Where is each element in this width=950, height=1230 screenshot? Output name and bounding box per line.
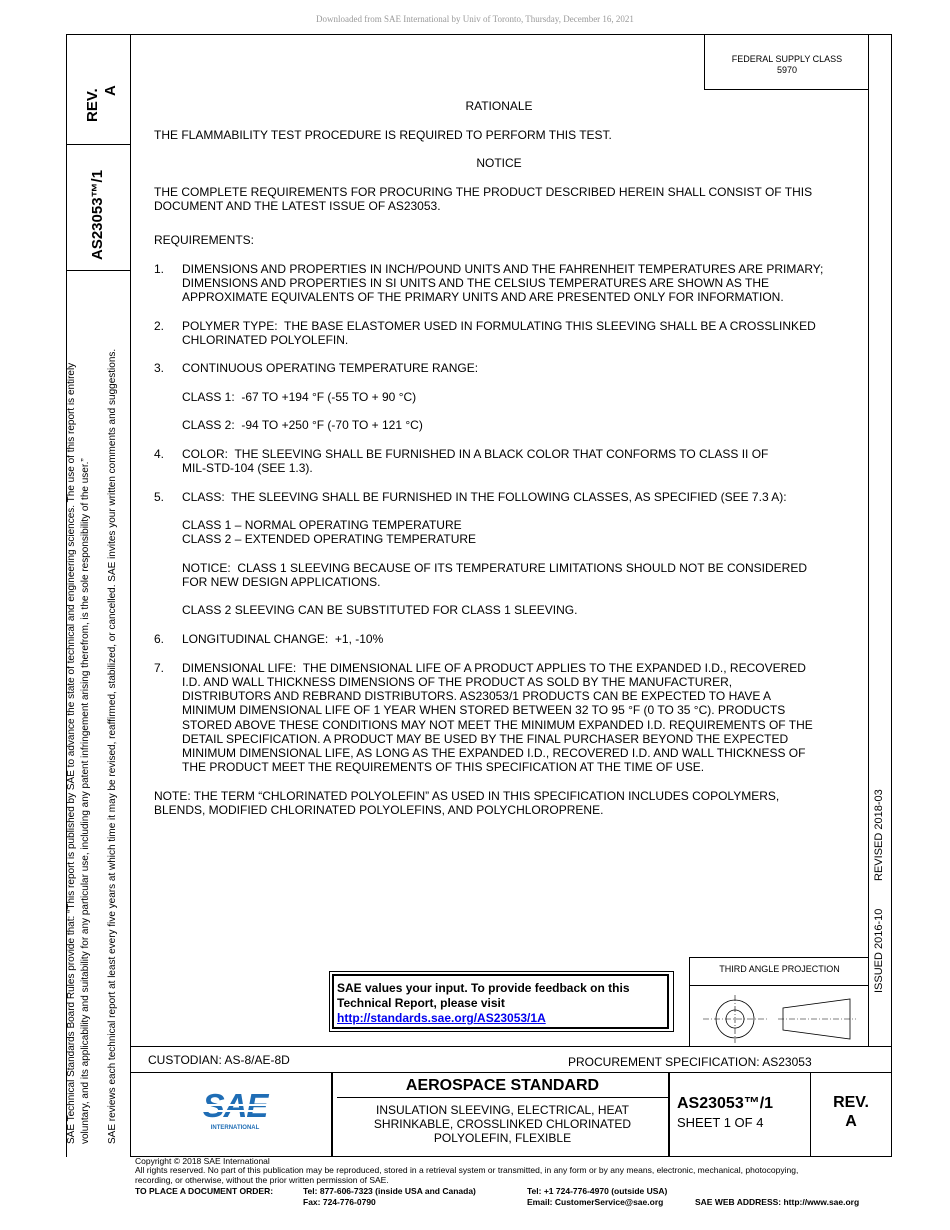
logo-stripe-1 — [200, 1104, 270, 1106]
item6-line: LONGITUDINAL CHANGE: +1, -10% — [182, 632, 384, 646]
title-rev-value: A — [845, 1113, 857, 1130]
federal-supply-value: 5970 — [776, 65, 798, 75]
margin-divider — [130, 34, 131, 1157]
item3-line: CONTINUOUS OPERATING TEMPERATURE RANGE: — [182, 361, 479, 375]
description-divider — [668, 1072, 670, 1156]
item7-line3: DISTRIBUTORS AND REBRAND DISTRIBUTORS. AS23053/1 PRODUCTS CAN BE EXPECTED TO HAVE A — [182, 689, 772, 703]
description-line3: POLYOLEFIN, FLEXIBLE — [433, 1131, 572, 1145]
item2-number: 2. — [154, 319, 165, 333]
feedback-box-inner — [332, 974, 669, 1029]
title-doc-number: AS23053™/1 — [677, 1095, 774, 1112]
item5-notice2: FOR NEW DESIGN APPLICATIONS. — [182, 575, 381, 589]
item7-number: 7. — [154, 661, 165, 675]
feedback-line1: SAE values your input. To provide feedback on this — [337, 981, 630, 995]
rev-box-divider — [66, 144, 131, 145]
item1-line2: DIMENSIONS AND PROPERTIES IN SI UNITS AND THE CELSIUS TEMPERATURES ARE SHOWN AS THE — [182, 276, 770, 290]
procurement-spec: PROCUREMENT SPECIFICATION: AS23053 — [568, 1055, 812, 1069]
right-strip-divider — [868, 34, 869, 1046]
description-line2: SHRINKABLE, CROSSLINKED CHLORINATED — [373, 1117, 632, 1131]
item5-line: CLASS: THE SLEEVING SHALL BE FURNISHED IN THE FOLLOWING CLASSES, AS SPECIFIED (SEE 7.3 A): — [182, 490, 787, 504]
tel-intl: Tel: +1 724-776-4970 (outside USA) — [527, 1186, 668, 1196]
side-rules-line3: SAE reviews each technical report at least every five years at which time it may be revised, reaffirmed, stabilized, or cancelled. SAE invites your written comments and suggestions. — [107, 348, 118, 1144]
tel-us: Tel: 877-606-7323 (inside USA and Canada) — [303, 1186, 476, 1196]
requirements-heading: REQUIREMENTS: — [154, 233, 255, 247]
note-line2: BLENDS, MODIFIED CHLORINATED POLYOLEFINS, AND POLYCHLOROPRENE. — [154, 803, 604, 817]
item2-line1: POLYMER TYPE: THE BASE ELASTOMER USED IN FORMULATING THIS SLEEVING SHALL BE A CROSSLINKED — [182, 319, 816, 333]
rights-line2: recording, or otherwise, without the prior written permission of SAE. — [135, 1175, 389, 1185]
item3-class1: CLASS 1: -67 TO +194 °F (-55 TO + 90 °C) — [182, 390, 417, 404]
rights-line1: All rights reserved. No part of this publication may be reproduced, stored in a retrieval system or transmitted, in any form or by any means, electronic, mechanical, photocopying, — [135, 1165, 799, 1175]
feedback-box-outer — [329, 971, 674, 1032]
item7-line1: DIMENSIONAL LIFE: THE DIMENSIONAL LIFE OF A PRODUCT APPLIES TO THE EXPANDED I.D., RECOVERED — [182, 661, 806, 675]
side-rev-value: A — [102, 85, 119, 96]
custodian: CUSTODIAN: AS-8/AE-8D — [148, 1053, 290, 1067]
notice-line1: THE COMPLETE REQUIREMENTS FOR PROCURING THE PRODUCT DESCRIBED HEREIN SHALL CONSIST OF THIS — [154, 185, 813, 199]
item5-class1: CLASS 1 – NORMAL OPERATING TEMPERATURE — [182, 518, 462, 532]
standard-title-underline — [337, 1097, 668, 1098]
third-angle-projection-icon — [696, 992, 866, 1044]
item7-line6: DETAIL SPECIFICATION. A PRODUCT MAY BE USED BY THE FINAL PURCHASER BEYOND THE EXPECTED — [182, 732, 789, 746]
logo-divider — [331, 1072, 333, 1156]
title-block-top — [130, 1046, 892, 1047]
logo-stripe-2 — [200, 1110, 270, 1112]
item7-line4: MINIMUM DIMENSIONAL LIFE OF 1 YEAR WHEN STORED BETWEEN 32 TO 95 °F (0 TO 35 °C). PRODUCTS — [182, 703, 786, 717]
item4-line2: MIL-STD-104 (SEE 1.3). — [182, 461, 313, 475]
item3-number: 3. — [154, 361, 165, 375]
frame-right — [891, 34, 892, 1157]
item2-line2: CHLORINATED POLYOLEFIN. — [182, 333, 349, 347]
notice-line2: DOCUMENT AND THE LATEST ISSUE OF AS23053. — [154, 199, 441, 213]
item7-line7: MINIMUM DIMENSIONAL LIFE, AS LONG AS THE EXPANDED I.D., RECOVERED I.D. AND WALL THICKNESS OF — [182, 746, 806, 760]
item1-line3: APPROXIMATE EQUIVALENTS OF THE PRIMARY UNITS AND ARE PRESENTED ONLY FOR INFORMATION. — [182, 290, 784, 304]
description-line1: INSULATION SLEEVING, ELECTRICAL, HEAT — [376, 1103, 629, 1117]
item6-number: 6. — [154, 632, 165, 646]
item5-number: 5. — [154, 490, 165, 504]
sae-logo-text — [200, 1088, 270, 1124]
side-rules-line1: SAE Technical Standards Board Rules provide that: “This report is published by SAE to advance the state of technical and engineering sciences. The use of this report is entirely — [66, 362, 77, 1144]
web-address[interactable]: SAE WEB ADDRESS: http://www.sae.org — [695, 1197, 860, 1207]
title-block-row-divider — [130, 1072, 892, 1073]
side-doc-number: AS23053™/1 — [89, 169, 106, 260]
title-rev-label: REV. — [833, 1094, 869, 1111]
federal-supply-label: FEDERAL SUPPLY CLASS — [731, 54, 843, 64]
order-label: TO PLACE A DOCUMENT ORDER: — [135, 1186, 274, 1196]
item5-substitution: CLASS 2 SLEEVING CAN BE SUBSTITUTED FOR CLASS 1 SLEEVING. — [182, 603, 578, 617]
item1-line1: DIMENSIONS AND PROPERTIES IN INCH/POUND UNITS AND THE FAHRENHEIT TEMPERATURES ARE PRIMARY; — [182, 262, 824, 276]
note-line1: NOTE: THE TERM “CHLORINATED POLYOLEFIN” AS USED IN THIS SPECIFICATION INCLUDES COPOLYMERS, — [154, 789, 780, 803]
item7-line8: THE PRODUCT MEET THE REQUIREMENTS OF THIS SPECIFICATION AT THE TIME OF USE. — [182, 760, 705, 774]
item7-line2: I.D. AND WALL THICKNESS DIMENSIONS OF THE PRODUCT AS SOLD BY THE MANUFACTURER, — [182, 675, 733, 689]
fax: Fax: 724-776-0790 — [303, 1197, 376, 1207]
download-notice: Downloaded from SAE International by Univ of Toronto, Thursday, December 16, 2021 — [316, 14, 634, 24]
revised-date: REVISED 2018-03 — [873, 789, 885, 881]
item1-number: 1. — [154, 262, 165, 276]
email[interactable]: Email: CustomerService@sae.org — [527, 1197, 664, 1207]
rationale-text: THE FLAMMABILITY TEST PROCEDURE IS REQUIRED TO PERFORM THIS TEST. — [154, 128, 612, 142]
item4-line1: COLOR: THE SLEEVING SHALL BE FURNISHED IN A BLACK COLOR THAT CONFORMS TO CLASS II OF — [182, 447, 769, 461]
projection-box — [689, 957, 869, 1046]
item5-notice1: NOTICE: CLASS 1 SLEEVING BECAUSE OF ITS TEMPERATURE LIMITATIONS SHOULD NOT BE CONSIDERED — [182, 561, 808, 575]
projection-label: THIRD ANGLE PROJECTION — [719, 964, 840, 974]
sae-logo-subtext: INTERNATIONAL — [210, 1125, 260, 1131]
item4-number: 4. — [154, 447, 165, 461]
sae-logo — [200, 1088, 270, 1136]
item3-class2: CLASS 2: -94 TO +250 °F (-70 TO + 121 °C) — [182, 418, 423, 432]
side-rules-line2: voluntary, and its applicability and suitability for any particular use, including any patent infringement arising therefrom, is the sole responsibility of the user.” — [80, 458, 91, 1144]
rationale-heading: RATIONALE — [465, 99, 533, 113]
sheet-number: SHEET 1 OF 4 — [677, 1115, 764, 1130]
copyright: Copyright © 2018 SAE International — [135, 1156, 270, 1166]
notice-heading: NOTICE — [476, 156, 522, 170]
feedback-line2: Technical Report, please visit — [337, 996, 505, 1010]
federal-supply-box — [704, 34, 868, 90]
number-box-divider — [66, 270, 131, 271]
feedback-link[interactable]: http://standards.sae.org/AS23053/1A — [337, 1011, 546, 1025]
item5-class2: CLASS 2 – EXTENDED OPERATING TEMPERATURE — [182, 532, 477, 546]
projection-divider — [690, 985, 869, 986]
item7-line5: STORED ABOVE THESE CONDITIONS MAY NOT MEET THE MINIMUM EXPANDED I.D. REQUIREMENTS OF THE — [182, 718, 813, 732]
side-rev-label: REV. — [84, 88, 101, 122]
issued-date: ISSUED 2016-10 — [873, 908, 885, 993]
standard-title: AEROSPACE STANDARD — [405, 1077, 600, 1094]
